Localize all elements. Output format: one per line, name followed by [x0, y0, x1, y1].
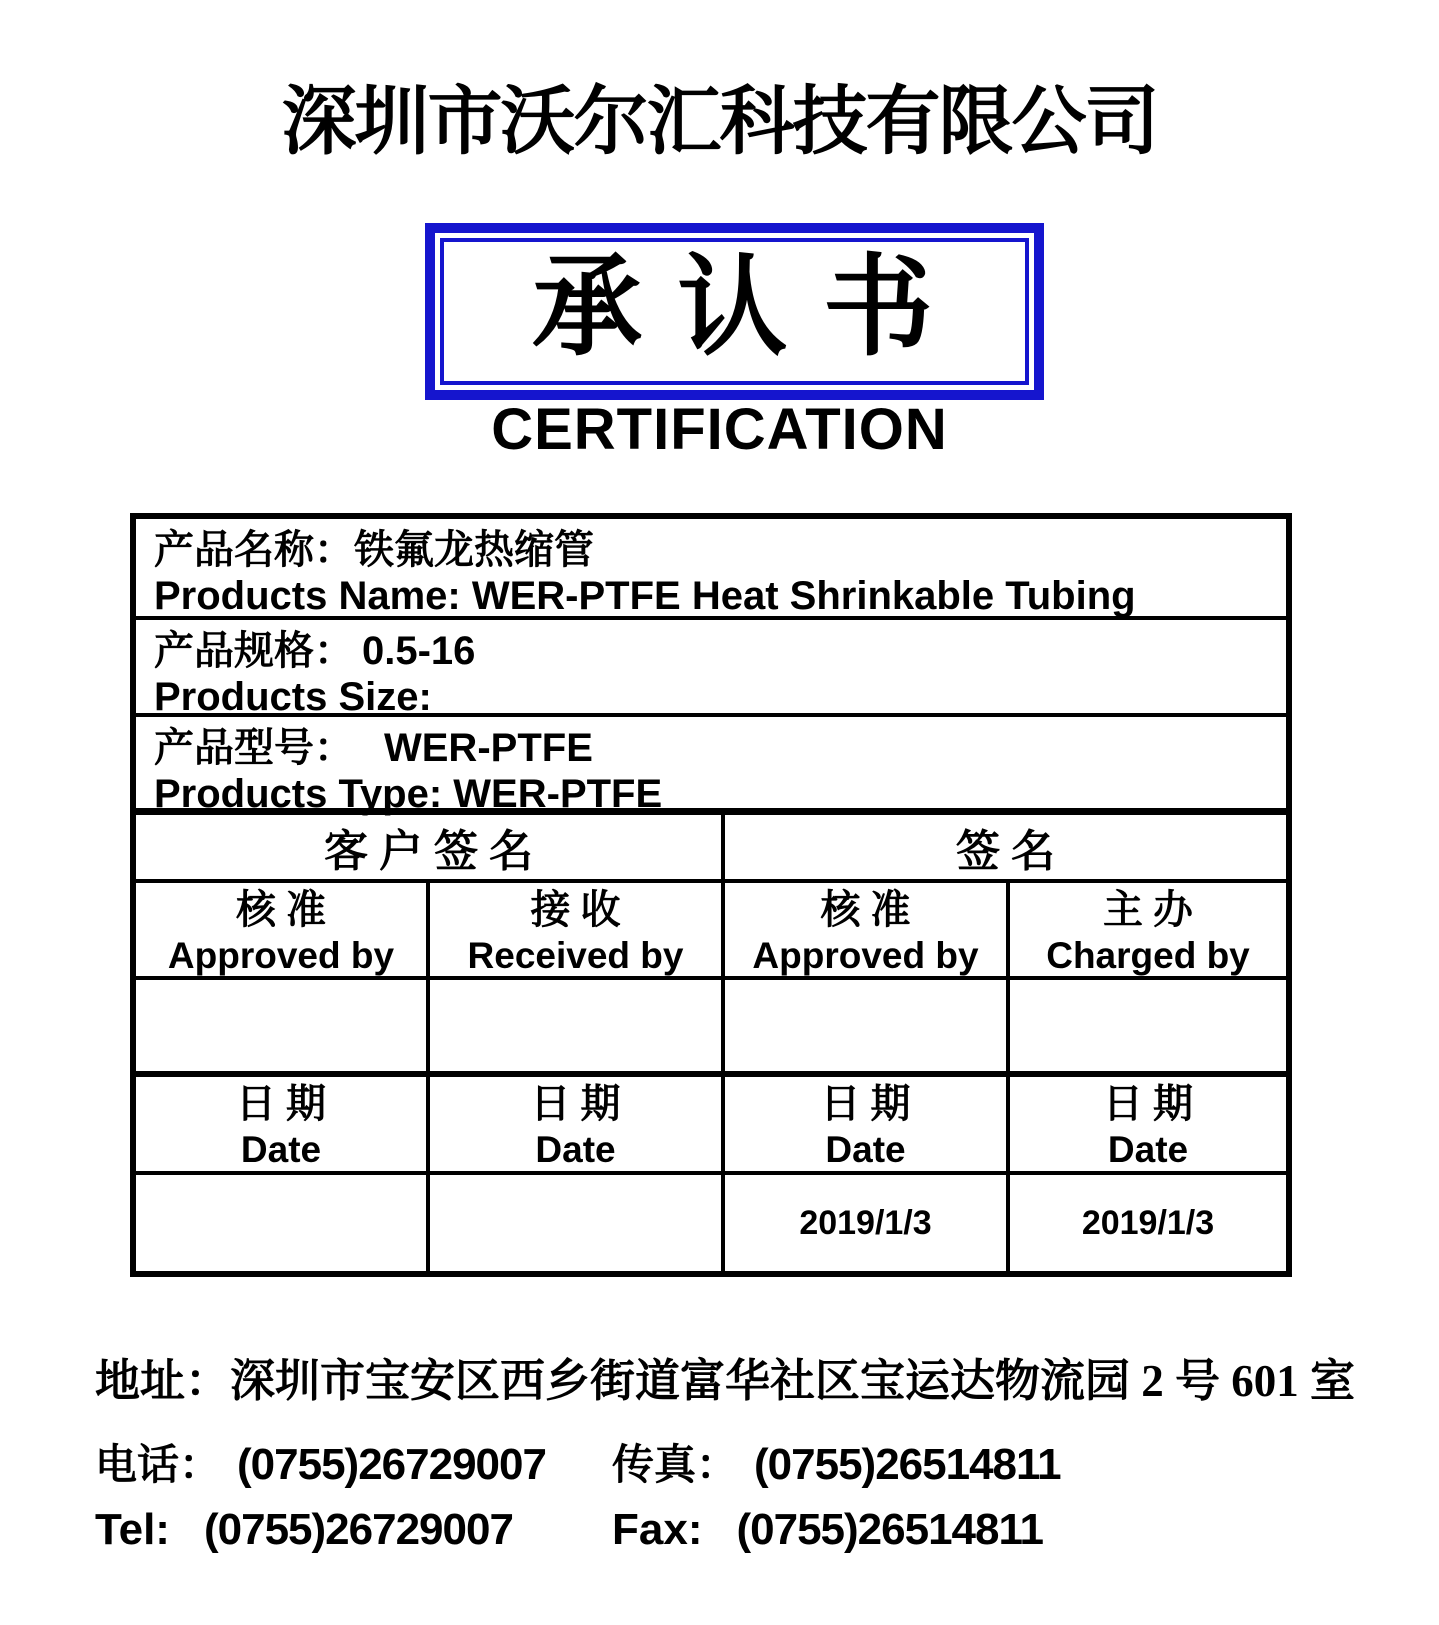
signature-blank-cell	[725, 980, 1010, 1071]
date-label-cell	[725, 1077, 1010, 1171]
product-name-value-cn: 铁氟龙热缩管	[354, 527, 594, 572]
date-value-cell: 2019/1/3	[1081, 1203, 1215, 1242]
address-line	[95, 1344, 1355, 1409]
tel-number-en: (0755)26729007	[203, 1505, 513, 1554]
product-size-row	[136, 620, 1286, 717]
date-label-en: Date	[1107, 1129, 1189, 1170]
fax-label-cn: 传真：	[612, 1443, 739, 1489]
product-type-value: WER-PTFE	[384, 726, 593, 770]
date-label-cn: 日 期	[236, 1081, 326, 1126]
signature-blank-cell	[136, 980, 430, 1071]
date-value-cell: 2019/1/3	[725, 1175, 1010, 1271]
product-type-line-cn	[154, 724, 1286, 772]
tel-label-en: Tel:	[95, 1505, 170, 1554]
product-size-label-cn: 产品规格：	[154, 628, 354, 673]
product-name-label-cn: 产品名称：	[154, 527, 354, 572]
role-label-en: Approved by	[752, 935, 979, 976]
role-cell-charged-company	[1010, 883, 1286, 977]
date-label-cell	[430, 1077, 725, 1171]
date-values-row	[136, 1175, 1286, 1271]
date-value-cell	[430, 1175, 725, 1271]
signature-blank-cell	[1010, 980, 1286, 1071]
phone-line-cn	[95, 1432, 546, 1492]
date-value-cell	[136, 1175, 430, 1271]
certification-table	[130, 513, 1292, 1277]
date-label-cn: 日 期	[820, 1081, 911, 1126]
company-name: 深圳市沃尔汇科技有限公司	[281, 81, 1158, 164]
role-cell-received-customer	[430, 883, 725, 977]
address-label: 地址：	[95, 1356, 231, 1406]
fax-number-en: (0755)26514811	[736, 1505, 1044, 1554]
date-label-cn: 日 期	[1103, 1081, 1193, 1126]
role-label-cn: 核 准	[820, 887, 911, 932]
date-label-cell	[136, 1077, 430, 1171]
product-size-line-cn	[154, 627, 1286, 675]
role-label-cn: 接 收	[530, 887, 621, 932]
date-label-en: Date	[825, 1129, 906, 1170]
product-name-line-cn	[154, 526, 1286, 574]
product-name-row	[136, 519, 1286, 620]
date-label-en: Date	[535, 1129, 616, 1170]
product-type-line-en: Products Type: WER-PTFE	[154, 772, 663, 816]
signature-roles-row	[136, 883, 1286, 980]
fax-line-en	[612, 1505, 1043, 1555]
signature-blank-cell	[430, 980, 725, 1071]
stamp-title: 承 认 书	[532, 246, 937, 369]
stamp-inner-frame	[440, 238, 1029, 385]
role-label-en: Charged by	[1046, 935, 1250, 976]
role-label-en: Received by	[467, 935, 684, 976]
certification-subtitle: CERTIFICATION	[491, 397, 948, 462]
date-label-en: Date	[240, 1129, 322, 1170]
certification-stamp-box	[425, 223, 1044, 400]
fax-number: (0755)26514811	[754, 1440, 1061, 1489]
product-size-value: 0.5-16	[362, 629, 476, 673]
role-cell-approved-customer	[136, 883, 430, 977]
phone-label-cn: 电话：	[95, 1443, 222, 1489]
fax-line-cn	[612, 1432, 1061, 1492]
role-label-cn: 核 准	[236, 887, 326, 932]
product-name-line-en: Products Name: WER-PTFE Heat Shrinkable Tubing	[154, 574, 1136, 618]
product-size-line-en: Products Size:	[154, 675, 432, 719]
fax-label-en: Fax:	[612, 1505, 703, 1554]
signature-blank-row	[136, 980, 1286, 1077]
date-label-cell	[1010, 1077, 1286, 1171]
product-type-row	[136, 717, 1286, 815]
date-label-cn: 日 期	[530, 1081, 621, 1126]
role-cell-approved-company	[725, 883, 1010, 977]
signature-header-row	[136, 815, 1286, 883]
company-signature-header: 签 名	[956, 827, 1055, 876]
role-label-cn: 主 办	[1103, 887, 1193, 932]
product-type-label-cn: 产品型号：	[154, 725, 354, 770]
tel-line-en	[95, 1505, 513, 1555]
date-labels-row	[136, 1077, 1286, 1175]
role-label-en: Approved by	[167, 935, 395, 976]
address-value: 深圳市宝安区西乡街道富华社区宝运达物流园 2 号 601 室	[230, 1356, 1356, 1406]
phone-number: (0755)26729007	[237, 1440, 546, 1489]
customer-signature-header: 客 户 签 名	[136, 815, 725, 879]
